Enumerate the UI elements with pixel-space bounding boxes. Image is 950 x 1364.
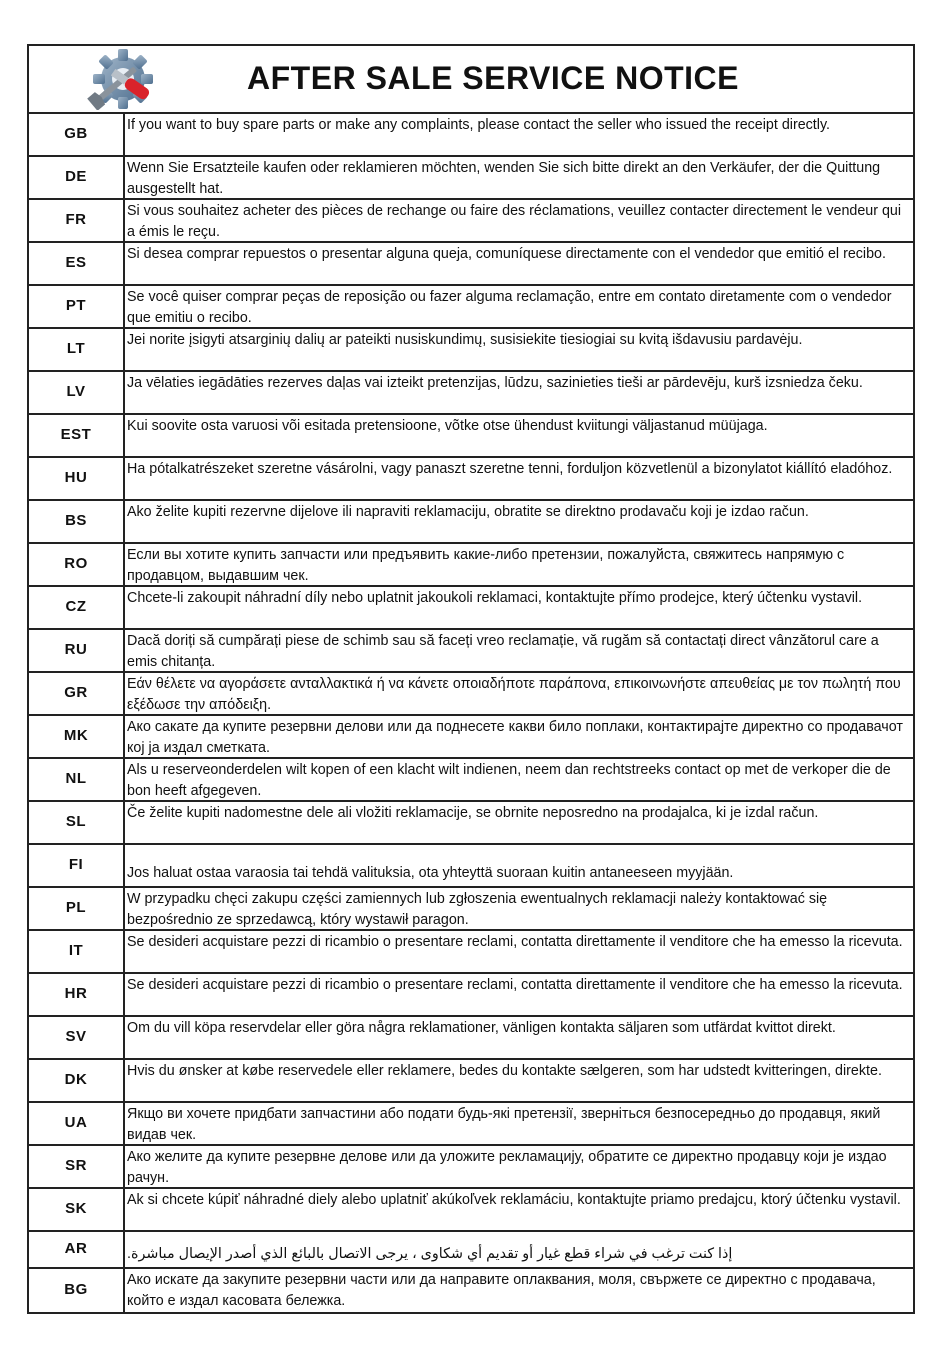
notice-row-it <box>29 931 913 974</box>
notice-text: Se desideri acquistare pezzi di ricambio o presentare reclami, contatta direttamente il venditore che ha emesso la ricevuta. <box>127 934 903 950</box>
language-code: PT <box>29 286 125 327</box>
notice-row-sv <box>29 1017 913 1060</box>
notice-row-dk <box>29 1060 913 1103</box>
notice-row-pt <box>29 286 913 329</box>
language-code: EST <box>29 415 125 456</box>
notice-text: Wenn Sie Ersatzteile kaufen oder reklamieren möchten, wenden Sie sich bitte direkt an den Verkäufer, der die Quittung ausgestellt hat. <box>127 160 881 197</box>
language-code: HR <box>29 974 125 1015</box>
notice-row-hr <box>29 974 913 1017</box>
notice-row-sk <box>29 1189 913 1232</box>
notice-row-ar <box>29 1232 913 1269</box>
notice-row-gr <box>29 673 913 716</box>
notice-row-gb <box>29 114 913 157</box>
language-rows <box>29 114 913 1312</box>
notice-text: Se desideri acquistare pezzi di ricambio o presentare reclami, contatta direttamente il venditore che ha emesso la ricevuta. <box>127 977 903 993</box>
language-code: LT <box>29 329 125 370</box>
language-code: PL <box>29 888 125 929</box>
notice-row-sl <box>29 802 913 845</box>
language-code: SR <box>29 1146 125 1187</box>
language-code: SL <box>29 802 125 843</box>
after-sale-notice-sheet <box>27 44 915 1314</box>
language-code: BS <box>29 501 125 542</box>
notice-row-lt <box>29 329 913 372</box>
notice-row-sr <box>29 1146 913 1189</box>
language-code: ES <box>29 243 125 284</box>
notice-row-fi <box>29 845 913 888</box>
notice-text: Se você quiser comprar peças de reposição ou fazer alguma reclamação, entre em contato diretamente com o vendedor que emitiu o recibo. <box>127 289 892 326</box>
notice-text: Jei norite įsigyti atsarginių dalių ar pateikti nusiskundimų, susisiekite tiesiogiai su kvitą išdavusiu pardavėju. <box>127 332 803 348</box>
notice-text: Si desea comprar repuestos o presentar alguna queja, comuníquese directamente con el vendedor que emitió el recibo. <box>127 246 886 262</box>
language-code: IT <box>29 931 125 972</box>
notice-text: Если вы хотите купить запчасти или предъявить какие-либо претензии, пожалуйста, свяжитесь напрямую с продавцом, выдавшим чек. <box>127 547 845 584</box>
notice-header <box>29 46 913 114</box>
notice-text: Jos haluat ostaa varaosia tai tehdä valituksia, ota yhteyttä suoraan kuitin antaneeseen myyjään. <box>127 865 734 881</box>
notice-row-lv <box>29 372 913 415</box>
notice-row-est <box>29 415 913 458</box>
notice-text: Ako želite kupiti rezervne dijelove ili napraviti reklamaciju, obratite se direktno prodavaču koji je izdao račun. <box>127 504 809 520</box>
language-code: NL <box>29 759 125 800</box>
language-code: AR <box>29 1232 125 1267</box>
notice-row-ro <box>29 544 913 587</box>
notice-text: إذا كنت ترغب في شراء قطع غيار أو تقديم أي شكاوى ، يرجى الاتصال بالبائع الذي أصدر الإيصال مباشرة. <box>127 1246 733 1262</box>
language-code: GB <box>29 114 125 155</box>
language-code: CZ <box>29 587 125 628</box>
language-code: RO <box>29 544 125 585</box>
language-code: FI <box>29 845 125 886</box>
notice-text: Ak si chcete kúpiť náhradné diely alebo uplatniť akúkoľvek reklamáciu, kontaktujte priamo predajcu, ktorý účtenku vystavil. <box>127 1192 901 1208</box>
notice-text: Če želite kupiti nadomestne dele ali vložiti reklamacije, se obrnite neposredno na prodajalca, ki je izdal račun. <box>127 805 819 821</box>
language-code: HU <box>29 458 125 499</box>
notice-row-pl <box>29 888 913 931</box>
notice-text: Om du vill köpa reservdelar eller göra några reklamationer, vänligen kontakta säljaren som utfärdat kvittot direkt. <box>127 1020 836 1036</box>
notice-text: Als u reserveonderdelen wilt kopen of een klacht wilt indienen, neem dan rechtstreeks contact op met de verkoper die de bon heeft afgegeven. <box>127 762 891 799</box>
language-code: GR <box>29 673 125 714</box>
notice-row-ua <box>29 1103 913 1146</box>
language-code: DK <box>29 1060 125 1101</box>
language-code: UA <box>29 1103 125 1144</box>
notice-text: Chcete-li zakoupit náhradní díly nebo uplatnit jakoukoli reklamaci, kontaktujte přímo prodejce, který účtenku vystavil. <box>127 590 863 606</box>
notice-text: If you want to buy spare parts or make any complaints, please contact the seller who issued the receipt directly. <box>127 117 831 133</box>
language-code: SK <box>29 1189 125 1230</box>
notice-text: Dacă doriți să cumpărați piese de schimb sau să faceți vreo reclamație, vă rugăm să contactați direct vânzătorul care a emis chitanța. <box>127 633 879 670</box>
notice-row-nl <box>29 759 913 802</box>
notice-text: Εάν θέλετε να αγοράσετε ανταλλακτικά ή να κάνετε οποιαδήποτε παράπονα, επικοινωνήστε απευθείας με τον πωλητή που εξέδωσε την απόδειξη. <box>127 676 901 713</box>
notice-row-fr <box>29 200 913 243</box>
notice-row-bg <box>29 1269 913 1312</box>
notice-row-hu <box>29 458 913 501</box>
notice-text: Kui soovite osta varuosi või esitada pretensioone, võtke otse ühendust kviitungi väljastanud müüjaga. <box>127 418 768 434</box>
language-code: SV <box>29 1017 125 1058</box>
notice-text: Якщо ви хочете придбати запчастини або подати будь-які претензії, зверніться безпосередньо до продавця, який видав чек. <box>127 1106 881 1143</box>
notice-text: Ако искате да закупите резервни части или да направите оплаквания, моля, свържете се директно с продавача, който е издал касовата бележка. <box>127 1272 876 1309</box>
language-code: LV <box>29 372 125 413</box>
language-code: FR <box>29 200 125 241</box>
notice-text: Ja vēlaties iegādāties rezerves daļas vai izteikt pretenzijas, lūdzu, sazinieties tieši ar pārdevēju, kurš izsniedza čeku. <box>127 375 863 391</box>
page-title: AFTER SALE SERVICE NOTICE <box>247 60 739 96</box>
notice-row-ru <box>29 630 913 673</box>
language-code: MK <box>29 716 125 757</box>
notice-row-bs <box>29 501 913 544</box>
notice-text: Ако желите да купите резервне делове или да уложите рекламацију, обратите се директно продавцу који је издао рачун. <box>127 1149 887 1186</box>
language-code: DE <box>29 157 125 198</box>
notice-text: Ha pótalkatrészeket szeretne vásárolni, vagy panaszt szeretne tenni, forduljon közvetlenül a bizonylatot kiállító eladóhoz. <box>127 461 893 477</box>
notice-row-cz <box>29 587 913 630</box>
language-code: BG <box>29 1269 125 1312</box>
language-code: RU <box>29 630 125 671</box>
notice-text: Hvis du ønsker at købe reservedele eller reklamere, bedes du kontakte sælgeren, som har udstedt kvitteringen, direkte. <box>127 1063 882 1079</box>
notice-text: Ако сакате да купите резервни делови или да поднесете какви било поплаки, контактирајте директно со продавачот кој ја издал сметката. <box>127 719 903 756</box>
notice-row-de <box>29 157 913 200</box>
notice-row-mk <box>29 716 913 759</box>
notice-text: Si vous souhaitez acheter des pièces de rechange ou faire des réclamations, veuillez contacter directement le vendeur qui a émis le reçu. <box>127 203 902 240</box>
notice-row-es <box>29 243 913 286</box>
notice-text: W przypadku chęci zakupu części zamiennych lub zgłoszenia ewentualnych reklamacji należy kontaktować się bezpośrednio ze sprzedawcą, który wystawił paragon. <box>127 891 828 928</box>
